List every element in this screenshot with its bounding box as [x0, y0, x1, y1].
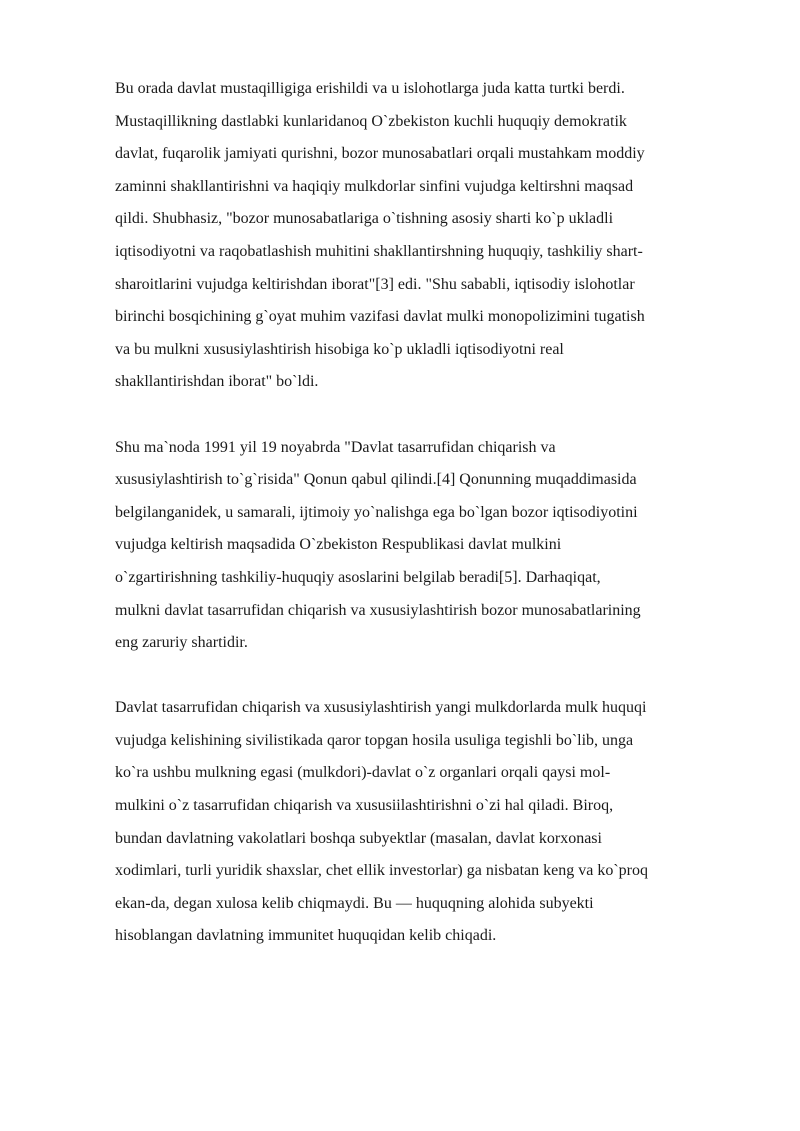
text-line: belgilanganidek, u samarali, ijtimoiy yo`nalishga ega bo`lgan bozor iqtisodiyotini [115, 503, 638, 521]
text-line: bundan davlatning vakolatlari boshqa subyektlar (masalan, davlat korxonasi [115, 829, 602, 847]
text-line: Bu orada davlat mustaqilligiga erishildi va u islohotlarga juda katta turtki berdi. [115, 80, 625, 97]
text-line: Mustaqillikning dastlabki kunlaridanoq O`zbekiston kuchli huquqiy demokratik [115, 112, 627, 130]
text-line: xususiylashtirish to`g`risida" Qonun qabul qilindi.[4] Qonunning muqaddimasida [115, 471, 637, 489]
paragraph-1 [115, 73, 745, 399]
text-line: Davlat tasarrufidan chiqarish va xususiylashtirish yangi mulkdorlarda mulk huquqi [115, 699, 647, 717]
text-line: vujudga keltirish maqsadida O`zbekiston Respublikasi davlat mulkini [115, 536, 562, 554]
paragraph-3 [115, 692, 745, 953]
paragraph-2 [115, 432, 745, 660]
text-line: o`zgartirishning tashkiliy-huquqiy asoslarini belgilab beradi[5]. Darhaqiqat, [115, 568, 601, 586]
text-line: va bu mulkni xususiylashtirish hisobiga ko`p ukladli iqtisodiyotni real [115, 340, 564, 358]
text-line: Shu ma`noda 1991 yil 19 noyabrda "Davlat tasarrufidan chiqarish va [115, 438, 556, 456]
text-line: vujudga kelishining sivilistikada qaror topgan hosila usuliga tegishli bo`lib, unga [115, 731, 634, 749]
text-line: xodimlari, turli yuridik shaxslar, chet ellik investorlar) ga nisbatan keng va ko`proq [115, 862, 648, 880]
text-line: sharoitlarini vujudga keltirishdan iborat"[3] edi. "Shu sababli, iqtisodiy islohotlar [115, 275, 635, 293]
document-page [115, 73, 745, 986]
text-line: eng zaruriy shartidir. [115, 634, 248, 652]
text-line: birinchi bosqichining g`oyat muhim vazifasi davlat mulki monopolizimini tugatish [115, 308, 645, 326]
text-line: ekan-da, degan xulosa kelib chiqmaydi. Bu — huquqning alohida subyekti [115, 894, 594, 912]
text-line: mulkni davlat tasarrufidan chiqarish va xususiylashtirish bozor munosabatlarining [115, 601, 641, 619]
text-line: mulkini o`z tasarrufidan chiqarish va xususiilashtirishni o`zi hal qiladi. Biroq, [115, 797, 614, 815]
text-line: hisoblangan davlatning immunitet huquqidan kelib chiqadi. [115, 927, 497, 945]
text-line: zaminni shakllantirishni va haqiqiy mulkdorlar sinfini vujudga keltirshni maqsad [115, 177, 634, 195]
text-line: davlat, fuqarolik jamiyati qurishni, bozor munosabatlari orqali mustahkam moddiy [115, 145, 645, 163]
text-line: iqtisodiyotni va raqobatlashish muhitini shakllantirshning huquqiy, tashkiliy shart- [115, 242, 643, 260]
text-line: qildi. Shubhasiz, "bozor munosabatlariga o`tishning asosiy sharti ko`p ukladli [115, 210, 614, 228]
text-line: shakllantirishdan iborat" bo`ldi. [115, 373, 319, 391]
text-line: ko`ra ushbu mulkning egasi (mulkdori)-davlat o`z organlari orqali qaysi mol- [115, 764, 611, 782]
